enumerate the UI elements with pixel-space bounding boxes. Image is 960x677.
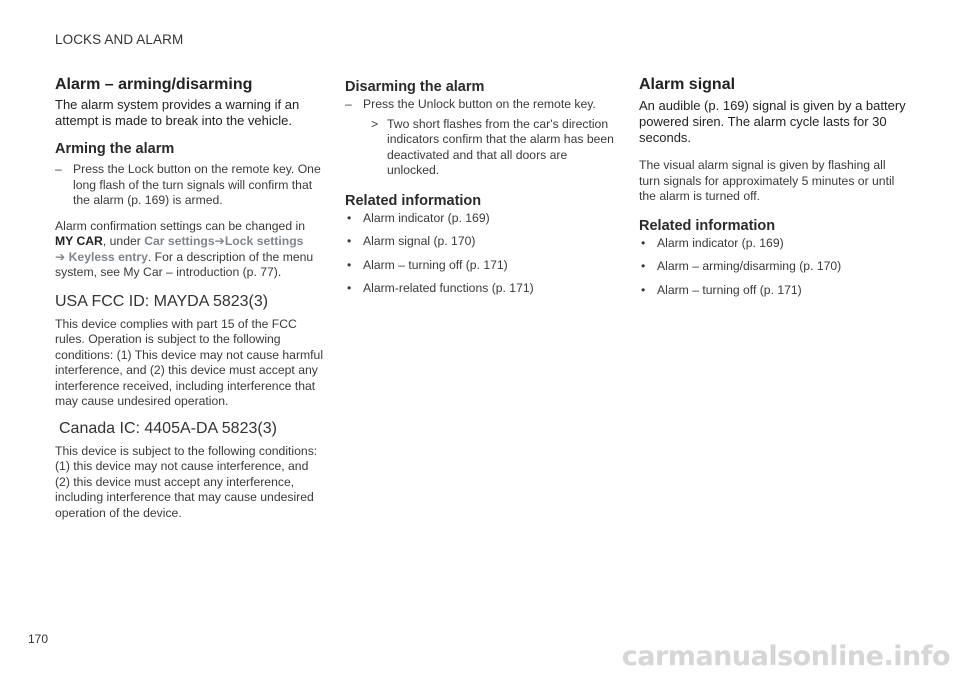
alarm-signal-intro: An audible (p. 169) signal is given by a battery powered siren. The alarm cycle lasts for 30 seconds. [639,98,906,145]
column-alarm-signal [639,76,909,306]
related-links-list [345,211,615,297]
heading-related-information: Related information [345,192,482,209]
related-link[interactable] [345,258,615,274]
visual-signal-text: The visual alarm signal is given by flashing all turn signals for approximately 5 minutes or until the alarm is turned off. [639,158,895,203]
related-link-text: Alarm – arming/disarming (p. 170) [657,259,842,273]
related-link-text: Alarm-related functions (p. 171) [363,281,534,295]
related-link[interactable] [639,283,909,299]
menu-car-settings: Car settings [144,234,215,248]
bullet: • [641,282,646,297]
fcc-text: This device complies with part 15 of the FCC rules. Operation is subject to the following conditions: (1) This device may not cause harmful interference, and (2) this device must accept any interference received, including interference that may cause undesired operation. [55,316,324,408]
heading-related-information: Related information [639,217,776,234]
related-link-text: Alarm indicator (p. 169) [657,235,784,250]
heading-arming: Arming the alarm [55,141,175,157]
related-link-text: Alarm – turning off (p. 171) [657,282,802,297]
bullet: • [347,257,352,272]
bullet: • [347,281,352,295]
step-dash: – [345,97,352,111]
related-link-text: Alarm signal (p. 170) [363,234,476,248]
bullet: • [641,235,646,250]
related-link[interactable] [345,234,615,250]
result-marker: > [371,116,379,131]
related-link[interactable] [345,281,615,297]
related-links-list [639,236,909,299]
disarming-result-text: Two short flashes from the car's direction indicators confirm that the alarm has been deactivated and that all doors are unlocked. [387,116,614,177]
arming-step [55,162,325,209]
canada-text: This device is subject to the following conditions: (1) this device may not cause interference, and (2) this device must accept any interference, including interference that may cause undesired operation of the device. [55,443,318,520]
disarming-result [345,117,615,179]
confirm-settings-text [55,219,325,281]
related-link-text: Alarm indicator (p. 169) [363,210,490,225]
arrow-right-icon: ➔ [55,249,66,264]
confirm-text-part2: , under [102,234,145,248]
disarming-step-text: Press the Unlock button on the remote key. [363,97,596,111]
bullet: • [347,210,352,225]
menu-lock-settings: Lock settings [224,234,304,248]
column-arming-disarming [55,76,325,521]
heading-disarming: Disarming the alarm [345,79,485,95]
menu-my-car: MY CAR [55,234,103,248]
step-dash: – [55,162,62,176]
heading-fcc-id: USA FCC ID: MAYDA 5823(3) [55,292,269,310]
related-link-text: Alarm – turning off (p. 171) [363,257,508,272]
heading-canada-ic: Canada IC: 4405A-DA 5823(3) [59,419,277,437]
section-title-alarm-signal: Alarm signal [639,76,736,93]
intro-text: The alarm system provides a warning if an attempt is made to break into the vehicle. [55,97,300,128]
arming-step-text: Press the Lock button on the remote key. One long flash of the turn signals will confirm that the alarm (p. 169) is armed. [73,162,321,207]
related-link[interactable] [345,211,615,227]
bullet: • [347,234,352,248]
page-number: 170 [28,632,49,646]
watermark-text: carmanualsonline.info [621,641,950,672]
bullet: • [641,259,646,273]
confirm-text-part1: Alarm confirmation settings can be changed in [55,218,305,233]
confirm-text-part3: . For a description of the menu system, see My Car – introduction (p. 77). [55,249,314,279]
section-header: LOCKS AND ALARM [55,32,184,47]
related-link[interactable] [639,236,909,252]
arrow-right-icon: ➔ [214,234,225,248]
column-disarming [345,79,615,305]
related-link[interactable] [639,259,909,275]
disarming-step [345,97,615,113]
section-title-arming-disarming: Alarm – arming/disarming [55,76,253,93]
menu-keyless-entry: Keyless entry [68,249,148,264]
